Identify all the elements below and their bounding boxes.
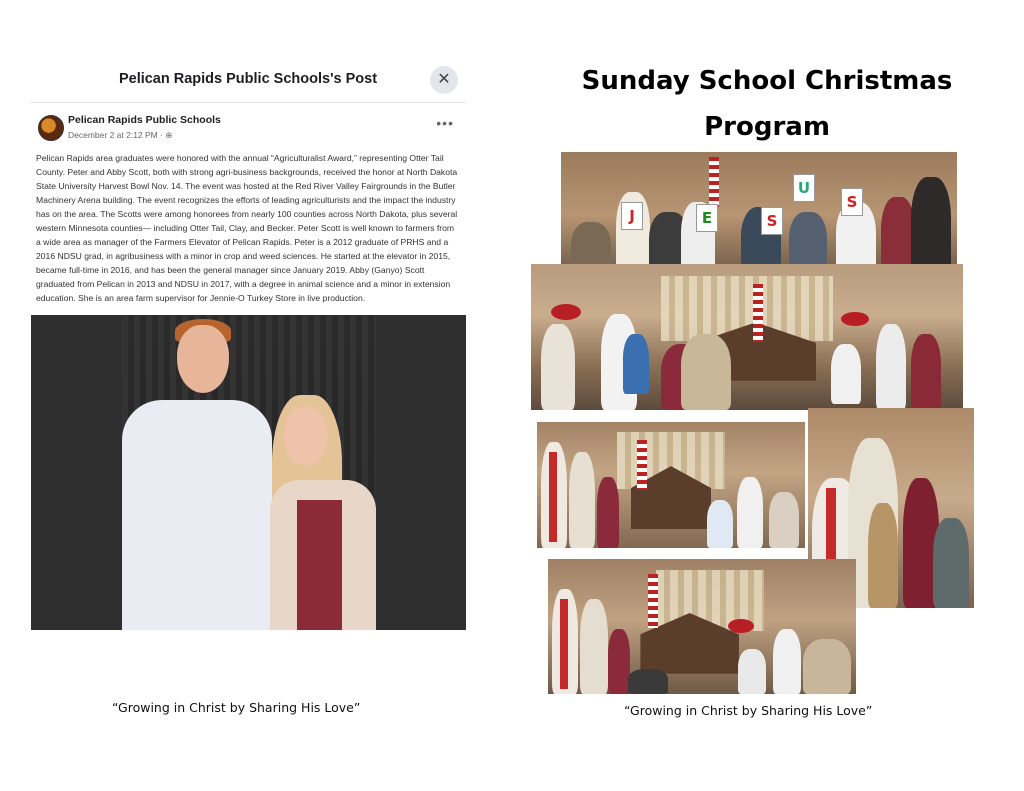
program-title (560, 58, 974, 150)
program-title-line2: Program (704, 112, 830, 142)
collage-photo-3 (537, 422, 805, 548)
more-options-icon[interactable]: ••• (436, 115, 454, 131)
letter-card-2: E (696, 204, 718, 232)
post-date[interactable]: December 2 at 2:12 PM (68, 130, 158, 140)
collage-photo-2 (531, 264, 963, 410)
post-meta (68, 130, 172, 141)
post-photo[interactable] (31, 315, 466, 630)
close-icon[interactable]: ✕ (430, 66, 458, 94)
post-body-text: Pelican Rapids area graduates were honored with the annual “Agriculturalist Award,” representing Otter Tail County. Peter and Abby Scott, both with strong agri-business backgrounds, received the honor at North Dakota State University Harvest Bowl Nov. 14. The event was hosted at the Red River Valley Fairgrounds in the Butler Machinery Arena building. The event recognizes the efforts of leading agriculturists and the impact the industry has on the area. The Scotts were among honorees from nearly 100 counties across North Dakota, plus several western Minnesota counties— including Otter Tail, Clay, and Becker. Peter Scott is well known to farmers from a wide area as manager of the Farmers Elevator of Pelican Rapids. Peter is a 2012 graduate of PRHS and a 2016 NDSU grad, in agribusiness with a minor in crop and weed sciences. He started at the elevator in 2015, became full-time in 2016, and has been the general manager since January 2019. Abby (Ganyo) Scott graduated from Pelican in 2013 and NDSU in 2017, with a degree in animal science and a minor in extension education. She is an area farm supervisor for Jennie-O Turkey Store in live production. (36, 153, 458, 303)
letter-card-5: S (841, 188, 863, 216)
right-caption: “Growing in Christ by Sharing His Love” (624, 703, 873, 718)
globe-icon: ⊕ (165, 130, 173, 140)
letter-card-3: S (761, 207, 783, 235)
collage-photo-5 (548, 559, 856, 694)
post-dialog-title: Pelican Rapids Public Schools's Post (118, 71, 378, 87)
meta-separator: · (160, 130, 163, 140)
facebook-post (30, 60, 466, 630)
post-dialog-header (30, 60, 466, 103)
letter-card-1: J (621, 202, 643, 230)
collage-photo-1 (561, 152, 957, 278)
left-caption: “Growing in Christ by Sharing His Love” (112, 700, 361, 715)
program-title-line1: Sunday School Christmas (581, 66, 953, 96)
post-author-row (30, 111, 466, 151)
author-name[interactable]: Pelican Rapids Public Schools (68, 114, 221, 126)
letter-card-4: U (793, 174, 815, 202)
couple-photo (122, 315, 376, 630)
author-avatar[interactable] (38, 115, 64, 141)
